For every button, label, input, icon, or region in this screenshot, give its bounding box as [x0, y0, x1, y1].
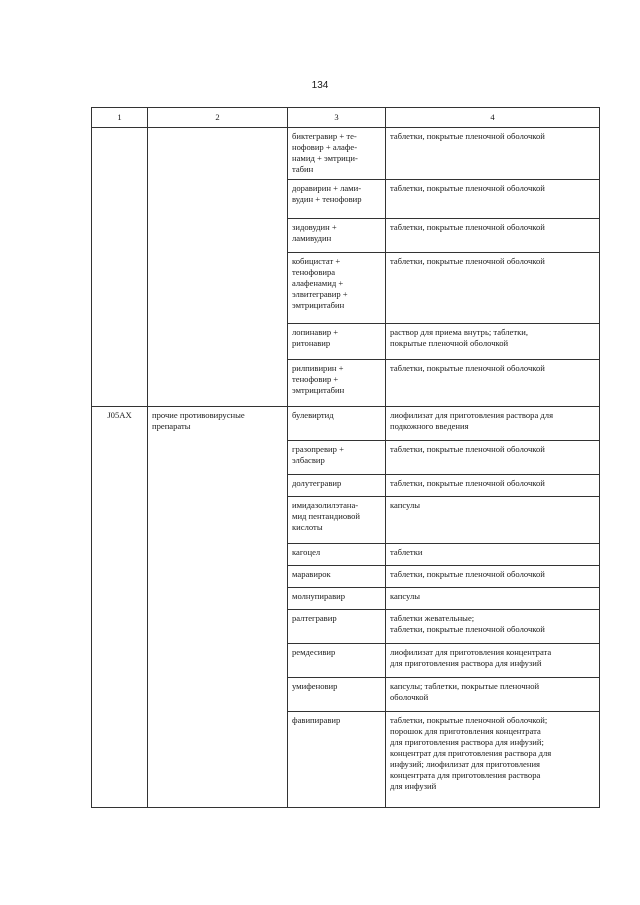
dosage-form-cell: таблетки, покрытые пленочной оболочкой [386, 566, 600, 588]
dosage-form-cell: капсулы [386, 497, 600, 544]
drug-name-cell: имидазолилэтана- мид пентандиовой кислоты [288, 497, 386, 544]
drug-name-cell: ралтегравир [288, 610, 386, 644]
drug-name-cell: лопинавир + ритонавир [288, 324, 386, 360]
header-col-2: 2 [148, 108, 288, 128]
group-name-cell: прочие противовирусные препараты [148, 407, 288, 808]
dosage-form-cell: лиофилизат для приготовления раствора для подкожного введения [386, 407, 600, 441]
drug-table [91, 107, 600, 808]
header-col-4: 4 [386, 108, 600, 128]
dosage-form-cell: таблетки, покрытые пленочной оболочкой [386, 219, 600, 253]
drug-name-cell: биктегравир + те- нофовир + алафе- намид + эмтрици- табин [288, 128, 386, 180]
header-col-3: 3 [288, 108, 386, 128]
dosage-form-cell: капсулы; таблетки, покрытые пленочной оболочкой [386, 678, 600, 712]
table-row [92, 128, 600, 180]
drug-name-cell: маравирок [288, 566, 386, 588]
dosage-form-cell: таблетки, покрытые пленочной оболочкой [386, 441, 600, 475]
dosage-form-cell: таблетки, покрытые пленочной оболочкой [386, 253, 600, 324]
dosage-form-cell: капсулы [386, 588, 600, 610]
dosage-form-cell: таблетки, покрытые пленочной оболочкой; порошок для приготовления концентрата для приготовления раствора для инфузий; концентрат для приготовления раствора для инфузий; лиофилизат для приготовления концентрата для приготовления раствора для инфузий [386, 712, 600, 808]
drug-name-cell: доравирин + лами- вудин + тенофовир [288, 180, 386, 219]
header-row [92, 108, 600, 128]
dosage-form-cell: таблетки, покрытые пленочной оболочкой [386, 360, 600, 407]
dosage-form-cell: таблетки [386, 544, 600, 566]
page-number: 134 [311, 80, 329, 91]
drug-name-cell: умифеновир [288, 678, 386, 712]
dosage-form-cell: раствор для приема внутрь; таблетки, покрытые пленочной оболочкой [386, 324, 600, 360]
drug-name-cell: молнупиравир [288, 588, 386, 610]
drug-name-cell: долутегравир [288, 475, 386, 497]
atc-code-cell: J05AX [92, 407, 148, 808]
drug-name-cell: зидовудин + ламивудин [288, 219, 386, 253]
drug-name-cell: кобицистат + тенофовира алафенамид + элвитегравир + эмтрицитабин [288, 253, 386, 324]
dosage-form-cell: таблетки, покрытые пленочной оболочкой [386, 475, 600, 497]
dosage-form-cell: лиофилизат для приготовления концентрата для приготовления раствора для инфузий [386, 644, 600, 678]
dosage-form-cell: таблетки, покрытые пленочной оболочкой [386, 180, 600, 219]
drug-name-cell: фавипиравир [288, 712, 386, 808]
dosage-form-cell: таблетки, покрытые пленочной оболочкой [386, 128, 600, 180]
drug-name-cell: рилпивирин + тенофовир + эмтрицитабин [288, 360, 386, 407]
code-cell-empty [92, 128, 148, 407]
drug-name-cell: булевиртид [288, 407, 386, 441]
drug-name-cell: ремдесивир [288, 644, 386, 678]
table-row [92, 407, 600, 441]
drug-name-cell: кагоцел [288, 544, 386, 566]
drug-name-cell: гразопревир + элбасвир [288, 441, 386, 475]
header-col-1: 1 [92, 108, 148, 128]
group-cell-empty [148, 128, 288, 407]
dosage-form-cell: таблетки жевательные; таблетки, покрытые пленочной оболочкой [386, 610, 600, 644]
